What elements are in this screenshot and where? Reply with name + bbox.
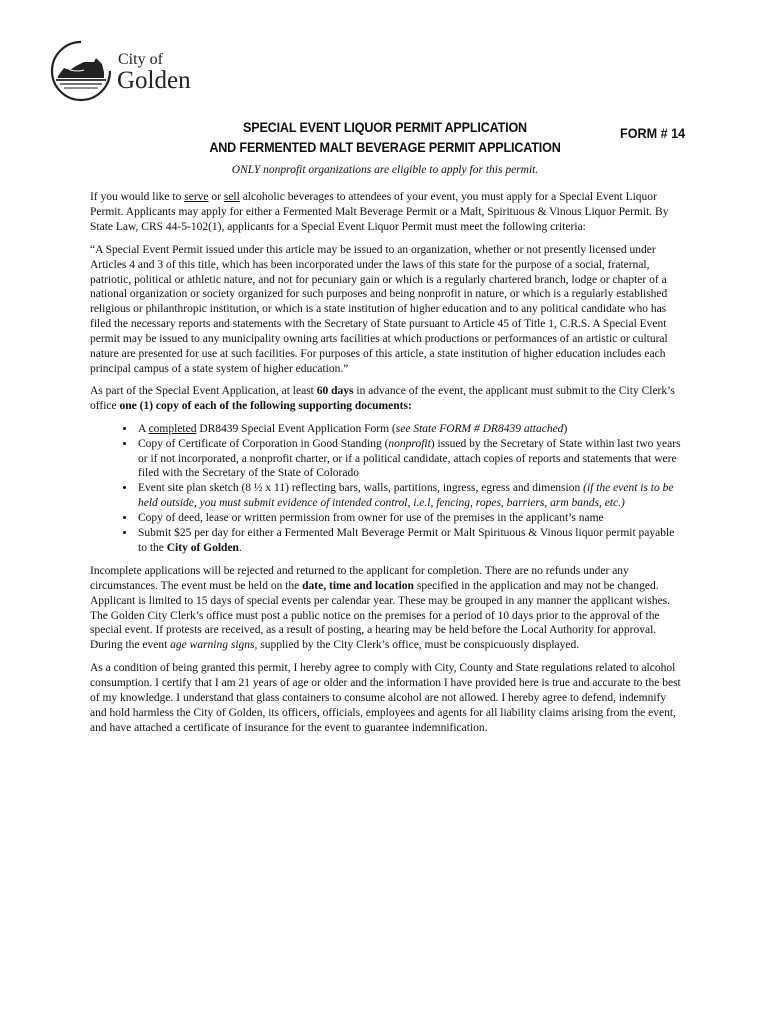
r4-text-1: Copy of deed, lease or written permission from owner for use of the premises in the applicant’s name [138,512,604,525]
r1-underlined: completed [148,422,197,435]
req-intro-text-2: in advance of the event, the applicant must submit to the City Clerk’s office [90,384,675,412]
eligibility-note: ONLY nonprofit organizations are eligible to apply for this permit. [231,164,539,176]
condition-paragraph: As a condition of being granted this permit, I hereby agree to comply with City, County and State regulations related to alcohol consumption. I certify that I am 21 years of age or older and the information I have provided here is true and accurate to the best of my knowledge. I understand that glass containers to consume alcohol are not allowed. I hereby agree to defend, indemnify and hold harmless the City of Golden, its officers, officials, employees and agents for all liability claims arising from the event, and have attached a certificate of insurance for the event to guarantee indemnification. [90,662,681,734]
city-seal-icon [50,40,112,102]
list-item [136,481,682,511]
requirements-list [90,422,682,556]
r1-text-3: ) [563,422,568,435]
r5-text-1: Submit $25 per day for either a Fermented Malt Beverage Permit or Malt Spirituous & Vinous liquor permit payable to the [138,527,675,554]
city-logo [50,40,210,102]
intro-text-3: alcoholic beverages to attendees of your event, you must apply for a Special Event Liquor Permit. Applicants may apply for either a Fermented Malt Beverage Permit or a Malt, Spirituous & Vinous Liquor Permit. By State Law, CRS 44-5-102(1), applicants for a Special Event Liquor Permit must meet the following criteria: [90,191,669,233]
r2-italic: nonprofit [388,437,431,450]
form-number: FORM # 14 [620,125,686,141]
requirements-intro [90,384,682,414]
req-intro-days: 60 days [316,384,354,397]
r1-italic: see State FORM # DR8439 attached [395,422,564,435]
statute-quote: “A Special Event Permit issued under this article may be issued to an organization, whether or not presently licensed under Articles 4 and 3 of this title, which has been incorporated under the laws of this state for the purpose of a social, fraternal, patriotic, political or athletic nature, and not for pecuniary gain or which is a regularly chartered branch, lodge or chapter of a national organization or society organized for such purposes and being nonprofit in nature, or which is a regularly established religious or philanthropic institution, or which is a state institution of higher education and to any political candidate who has filed the necessary reports and statements with the Secretary of State pursuant to Article 45 of Title 1, C.R.S. A Special Event permit may be issued to any municipality owning arts facilities at which productions or performances of an artistic or cultural nature are presented for use at such facilities. For purposes of this article, a state institution of higher education includes each principal campus of a state system of higher education.” [90,243,668,375]
r1-text-2: DR8439 Special Event Application Form ( [196,422,396,435]
r1-text-1: A [138,422,149,435]
logo-text-city: City of [118,51,163,68]
title-line-1: SPECIAL EVENT LIQUOR PERMIT APPLICATION [243,119,527,135]
r2-text-2: ) issued by the Secretary of State within last two years or if not incorporated, a nonprofit charter, or if a political candidate, attach copies of reports and statements that were filed with the Secretary of the State of Colorado [138,437,681,480]
incomplete-paragraph [90,564,682,653]
title-line-2: AND FERMENTED MALT BEVERAGE PERMIT APPLICATION [209,139,561,155]
incomplete-italic: age warning signs, [170,639,258,652]
logo-text-golden: Golden [117,67,191,94]
r2-text-1: Copy of Certificate of Corporation in Good Standing ( [138,437,389,450]
intro-sell: sell [223,191,240,203]
r5-text-2: . [238,541,242,554]
incomplete-text-3: supplied by the City Clerk’s office, must be conspicuously displayed. [257,639,580,652]
intro-serve: serve [184,191,209,203]
req-intro-bold: one (1) copy of each of the following supporting documents: [119,399,412,412]
list-item [136,422,682,437]
list-item [136,437,682,482]
list-item [136,526,682,556]
document-body [90,190,682,744]
r5-bold: City of Golden [166,541,239,554]
r3-text-1: Event site plan sketch (8 ½ x 11) reflecting bars, walls, partitions, ingress, egress and dimension [138,482,584,495]
list-item [136,511,682,526]
incomplete-text-1: Incomplete applications will be rejected and returned to the applicant for completion. There are no refunds under any circumstances. The event must be held on the [90,564,629,592]
intro-text-1: If you would like to [90,191,185,203]
incomplete-bold: date, time and location [302,579,414,592]
r3-italic: (if the event is to be held outside, you must submit evidence of intended control, i.e.l, fencing, ropes, barriers, arm bands, etc.) [138,482,674,510]
incomplete-text-2: specified in the application and may not be changed. Applicant is limited to 15 days of special events per calendar year. These may be grouped in any manner the applicant wishes. The Golden City Clerk’s office must post a public notice on the premises for a period of 10 days prior to the approval of the special event. If protests are received, as a result of posting, a hearing may be held before the Local Authority for approval. During the event [90,579,671,652]
intro-paragraph [90,190,682,235]
document-title [201,117,570,157]
req-intro-text-1: As part of the Special Event Application, at least [90,384,317,397]
intro-text-2: or [208,191,224,203]
